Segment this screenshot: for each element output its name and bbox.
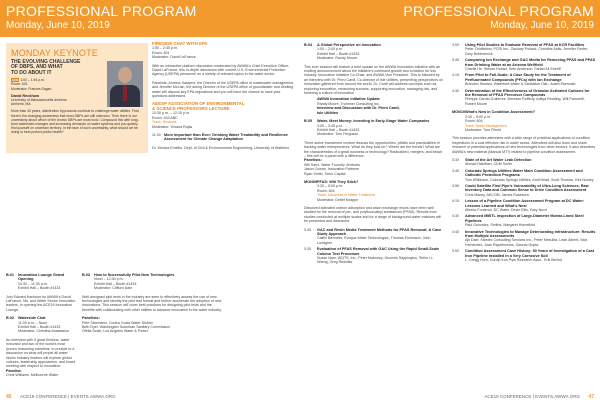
session-time: 10:30 – 11:30 a.m. [18, 281, 48, 286]
left-bottom-col-a [6, 273, 76, 378]
panelist-heading: Panelists: [82, 316, 100, 321]
talk-time: 4:30 [452, 214, 459, 219]
talk-title: Determination of the Effectiveness of Granular Activated Carbons for the Removal of PFAS Precursor Compounds [465, 88, 590, 98]
session-body: This ever session will feature a brief update on the AWWA Innovation Initiative with an exciting announcement about the initiative's continued growth and evolution for this industry. Innovation Initiative Co-Chair, and AWWA Vice President. This is followed by an interview with Dr. Piero Cardi, Co-director of Isle Utilities, presenting perspectives on innovation gathered from around the world. Dr. Cardi will address concepts such as exploring innovation, measuring success, supporting innovation, managing risk, and fostering a culture of innovation. [304, 64, 444, 96]
talk-time: 3:30 [304, 247, 311, 252]
fireside-moderator: Moderator: David LaFrance [152, 55, 196, 60]
left-mid-column [152, 42, 294, 150]
session-body: Join Edward Hanloser by AWWA's David LaFrance, Ms. and Water Sector Innovation leaders, in opening the ACE19 Innovation Lounge. [6, 294, 76, 312]
talk-time: 4:30 [452, 88, 459, 93]
session-code: B.02 [6, 316, 15, 321]
fireside-body: With an interactive platform discussion moderated by AWWA's Chief Executive Officer, David LaFrance, this in-depth discussion with current U.S. Environmental Protection Agency (USEPA) personnel on a variety of relevant topics in the water sector. [152, 63, 290, 77]
session-body: This session provides attendees with a wide range of practical applications of condition inspections in a cost effective risk in water sector. Attendees will also learn and share research of potential applications of new technologies from other sectors. It also describes AWWA's new material (Manual M77) related to pipeline condition assessment. [452, 136, 596, 154]
talk-title: Comparing Ion Exchange and GAC Media for Removing PFAS and PFAS from Drinking Water at an Arizona Wellfield [465, 58, 596, 67]
keynote-speaker: David Reckhow [11, 93, 40, 98]
panelist: Chris Williams, Melbourne Water [6, 373, 59, 378]
talk-title: Advanced MIBTL Inspection of Large-Diameter Mortar-Lined Steel Pipelines [465, 214, 584, 223]
aeesp-room: Room: 403 ABC [152, 115, 178, 120]
panelist: Jason Cowan, Innovation Partners [304, 167, 359, 172]
session-room: Exhibit Hall – Booth #1433 [317, 127, 360, 132]
session-room: Exhibit Hall – Booth #1433 [317, 51, 360, 56]
banner-date: Monday, June 10, 2019 [490, 20, 594, 31]
session-time: 1:00 – 2:00 p.m. [317, 47, 343, 52]
banner-title: PROFESSIONAL PROGRAM [6, 3, 197, 19]
aeesp-time: 12:30 p.m. – 12:15 p.m. [152, 111, 190, 116]
session-code: B.04 [304, 43, 313, 47]
session-room: Exhibit Hall – Booth #1433 [18, 325, 61, 330]
session-time: 3:00 – 3:45 p.m. [317, 123, 343, 128]
session-track: Track: Advances in Water Treatment [317, 193, 375, 198]
talk-time: 3:30 [304, 227, 311, 232]
session-title: PFAS: Will They Stick? [317, 179, 359, 184]
panelist: Ofelia Scalo, Los Angeles Water & Power [82, 329, 148, 334]
session-code: MON10 [452, 110, 466, 115]
aeesp-title-line: & SCIENCE PROFESSORS LECTURE [152, 105, 230, 111]
page-number: 46 [6, 394, 12, 400]
right-col-2 [452, 43, 596, 262]
keynote-moderator: Moderator: Frances Eagan [11, 86, 52, 91]
aeesp-track: Track: Reviews [152, 120, 177, 125]
aeesp-session-time: 11:00 [152, 132, 161, 137]
right-page [300, 0, 600, 403]
session-track: Track: Asset Management [465, 123, 507, 128]
talk-title: Evaluation of PFAS Removal with GAC Using the Rapid Small-Scale Column Test Procedure [317, 247, 440, 256]
sub-talk-title: Interview and Discussion with Dr. Piero Cardi, [317, 106, 400, 111]
left-banner [0, 0, 300, 37]
footer-label: ACE19 CONFERENCE | EVENTS.AWWA.ORG [484, 394, 580, 399]
session-time: 11:00 a.m. – Noon [18, 320, 48, 325]
sub-talk-title: AWWA Innovation Initiative Update [317, 97, 380, 102]
session-moderator: Moderator: Tom Filorid [465, 127, 501, 132]
session-time: 3:30 – 5:00 p.m. [465, 114, 491, 119]
session-body: Dissolved activated carbon adsorption and anion exchange resins have been well studied for the removal of per- and polyfluoroalkyl substances (PFAS). Results from studies conducted at multiple scales and for a range of background water matrices will be presented and discussed. [304, 206, 442, 224]
aeesp-speaker: Dr. Monica Emelko, Dept. of Civil & Environmental Engineering, University of Waterloo [152, 145, 290, 150]
session-moderator: Moderator: Clifford Dale [94, 286, 133, 291]
session-title: Waterside Chat [18, 316, 46, 321]
keynote-location: Amherst, MA [11, 102, 31, 107]
session-body: An interview with 5 great thinkers, water innovator and two of the world's most proven reasoning scientists, to preside to a discussion on what will propel all water sector industry leaders will explore global cultures, leadership approaches, and board meeting with respect to innovation. [6, 337, 76, 369]
session-title: A Global Perspective on Innovation [317, 43, 381, 47]
ace-logo-icon: ACE [12, 78, 19, 83]
panelist: Ryan Smith, Tomo Capital [304, 171, 346, 176]
talk-time: 4:15 [452, 73, 459, 78]
panelist: Will Sarni, Water Foundry Ventures [304, 162, 360, 167]
session-moderator: Moderator: Randy Moore [317, 56, 357, 61]
talk-speakers: Alberto Fontenot, DC Water, Devin Ellis, Gary Novil [465, 208, 547, 212]
talk-title: Colorado Springs Utilities Water Main Condition Assessment and Cathodic Protection Programs [465, 168, 583, 178]
page-number: 47 [588, 394, 594, 400]
session-time: Noon – 12:30 p.m. [94, 277, 124, 282]
keynote-box [6, 43, 148, 153]
keynote-body: More than 40 years, disinfection byproducts continue to challenge water utilities. First, there's the changing awareness that most DBPs are still unknown. Then there is our uncertainty about which of the known DBPs are most toxic. Compound this with long-term watershed changes and increasing demands on water systems and you quickly find yourself on uncertain territory. In the face of such uncertainty, what should we be doing to best protect public health? [11, 109, 140, 135]
aeesp-session [152, 133, 294, 142]
talk-title: Lesson of a Pipeline Condition Assessment Program at DC Water: Lessons Learned and What's Next [465, 199, 585, 208]
panelist: Pete Silverstein, Contra Costa Water District [82, 320, 153, 325]
talk-speakers: Chris Macey, AECOM, James Roseboro [465, 192, 529, 197]
talk-speakers: Paul Gonzalez, Smiths, Margaret Homefield [465, 223, 535, 228]
session-moderator: Moderator: Detlef Knappe [317, 197, 359, 202]
footer-label: ACE19 CONFERENCE | EVENTS.AWWA.ORG [20, 394, 116, 399]
talk-time: 3:00 [452, 43, 459, 47]
speaker-photo [107, 61, 143, 107]
talk-title: State of the Art Water Leak Detection [465, 157, 532, 162]
right-col-1 [304, 43, 444, 265]
talk-speakers: L. Gregg Horn, Gurdip Iron Pipe Research Assn., Erik Berhut [465, 258, 562, 263]
session-moderator: Moderator: Christina Anastasiou [18, 329, 70, 334]
left-bottom-col-b [82, 273, 294, 334]
left-footer [0, 389, 300, 403]
session-body: Well-designed pilot tests in the industry are seen to effectively assess the use of new technologies and identify the pilot test format and further accelerate the adoption of new innovations. This session will cover best practices for designing pilot tests and the benefits with collaborating with other utilities to advance innovation in the water industry. [82, 294, 222, 312]
session-room: Exhibit Hall – Booth #1433 [18, 286, 61, 291]
banner-date: Monday, June 10, 2019 [6, 20, 110, 31]
session-code: B.05 [304, 119, 313, 124]
talk-speakers: Brandon Seward, Waterford Water & Sanitation Dist., Adam Ekerwald [465, 82, 576, 87]
talk-title: Innovative Technologies to Manage Deteriorating Infrastructure: Results from Multiple Assessments [465, 229, 596, 239]
keynote-time: 1:00 – 1:45 p.m. [20, 78, 45, 83]
session-room: Room: 604 [465, 119, 483, 124]
aeesp-session-title: More Important than Ever: Drinking Water Treatability and Resilience Assessment for Climate Change Adaptation [164, 132, 288, 142]
session-body: Three active investment venture discuss the opportunities, pitfalls and practicalities of backing water entrepreneurs. What do they look for? Where are the trends? What are the characteristics of a great business or technology? Radicalized, mergers, and beach – this will be a panel with a difference. [304, 140, 443, 158]
talk-speakers: Ahmad Habibian, CDM Smith [465, 162, 512, 167]
aeesp-title-line: AEESP ASSOCIATION OF ENVIRONMENTAL [152, 101, 245, 107]
talk-time: 3:45 [452, 58, 459, 63]
fireside-title: FIRESIDE CHAT WITH EPA [152, 41, 208, 46]
session-room: Room: 604 [317, 188, 335, 193]
talk-title: From Pilot to Full-Scale: A Case Study for the Treatment of Perfluorinated Compounds (PFCs) with Ion Exchange [465, 73, 571, 82]
session-title: How to Successfully Pilot New Technologies [94, 273, 175, 277]
talk-time: 4:15 [452, 199, 459, 204]
session-code: B.01 [6, 273, 15, 277]
right-footer [300, 389, 600, 403]
fireside-body-2: Panelists: Andrew Sawyers, the Director of the USEPA office of wastewater management and Jennifer McLain, the acting Director of the USEPA office of groundwater and drinking water will discuss key EPA regulations and you will have the chance to have your questions addressed. [152, 80, 294, 99]
talk-speakers: Philippe Cardet-Gutierrez, Brendan Rufferty, Aditya Redding, Will Parnuetti, Robert Moore [465, 97, 585, 106]
talk-title: Could Satellite Find Pipe's Vulnerability of Ultra-Long Sciences, Raw Inventory Data and Common Sense to Drive Condition Assessment [465, 183, 589, 193]
keynote-subtitle-line: TO DO ABOUT IT [11, 69, 52, 76]
talk-title: Using Pilot Studies to Evaluate Removal of PFAS at KCR Facilities [465, 43, 585, 47]
fireside-time: 1:50 – 2:45 p.m. [152, 46, 178, 51]
aeesp-title [152, 102, 294, 111]
session-room: Exhibit Hall – Booth #1433 [94, 281, 137, 286]
banner-title: PROFESSIONAL PROGRAM [403, 3, 594, 19]
talk-time: 3:30 [452, 157, 459, 162]
sub-talk-speaker: Randy Moore, Trummer Consulting Inc. [317, 101, 380, 106]
session-code: B.03 [82, 273, 91, 277]
keynote-affiliation: University of Massachusetts Amherst [11, 98, 67, 103]
keynote-subtitle-line: THE EVOLVING CHALLENGE [11, 59, 81, 65]
panelist-heading: Panelists: [304, 158, 322, 163]
talk-time: 4:45 [452, 229, 459, 234]
talk-title: GAC and Resin Media Treatment Methods for PFAS Removal: A Case Study Approach [317, 227, 442, 237]
talk-title: Condition Assessment Case History: 50 Years of Investigation of a Cast Iron Pipeline Installed in a Very Corrosive Soil [465, 249, 595, 258]
panelist: Beth Dyer, Washington Suburban Sanitary Commission [82, 325, 171, 330]
talk-time: 5:00 [452, 249, 459, 254]
session-title: Innovation Lounge Grand Opening [18, 273, 65, 282]
fireside-room: Room: 601 [152, 50, 170, 55]
keynote-room: Room: 601 [11, 82, 28, 87]
right-banner [300, 0, 600, 37]
talk-speakers: Ajit Dael, Stantec Consulting Services Inc., Peter Mesuitta, Leah Alberti, Nick Fernandez, Juan Riquelmeoss, Gaurav Gupta [465, 238, 588, 247]
talk-speakers: Susan Nam, WQTS, Inc.; Peter Mahoney, Gunnels Sappington, Shihe Li-Nheng, Greg Redzikis [317, 256, 434, 265]
session-moderator: Moderator: Tom Ferguson [317, 132, 359, 137]
session-title: What's New in Condition Assessment? [465, 110, 535, 115]
talk-time: 3:45 [452, 168, 459, 173]
session-time: 3:30 – 5:00 p.m. [317, 184, 343, 189]
talk-time: 3:55 [452, 183, 459, 188]
keynote-title: MONDAY KEYNOTE [11, 48, 98, 58]
session-title: Water, Meet Money: Investing in Early-Stage Water Companies [317, 119, 430, 124]
panelist-heading: Panelist: [6, 368, 22, 373]
talk-speakers: Caitlin Bennetts, Evoqua Water Technologies, Thomas Eichmann, John Lundgren [317, 236, 431, 245]
talk-speakers: Peter Chiaffaloni, PCRI Inc., Zachary Pollack, Christine Aldis, Jennifer Foster, Gary Nobbolmick [465, 47, 588, 56]
talk-speakers: Charlie He, Steven Hunter, Seth Anderson, Fahad Ali Sheriff [465, 67, 561, 72]
aeesp-moderator: Moderator: Yovana Rojas [152, 124, 193, 129]
session-code: MON09 [304, 179, 318, 184]
keynote-subtitle-line: OF DBPS, AND WHAT [11, 64, 63, 71]
sub-talk-title: Isle Utilities [317, 110, 339, 115]
talk-speakers: Tom Wilkinson, Colorado Springs Utilities, Andi Head, Scott Thomas, Kirk Nunley [465, 177, 594, 182]
